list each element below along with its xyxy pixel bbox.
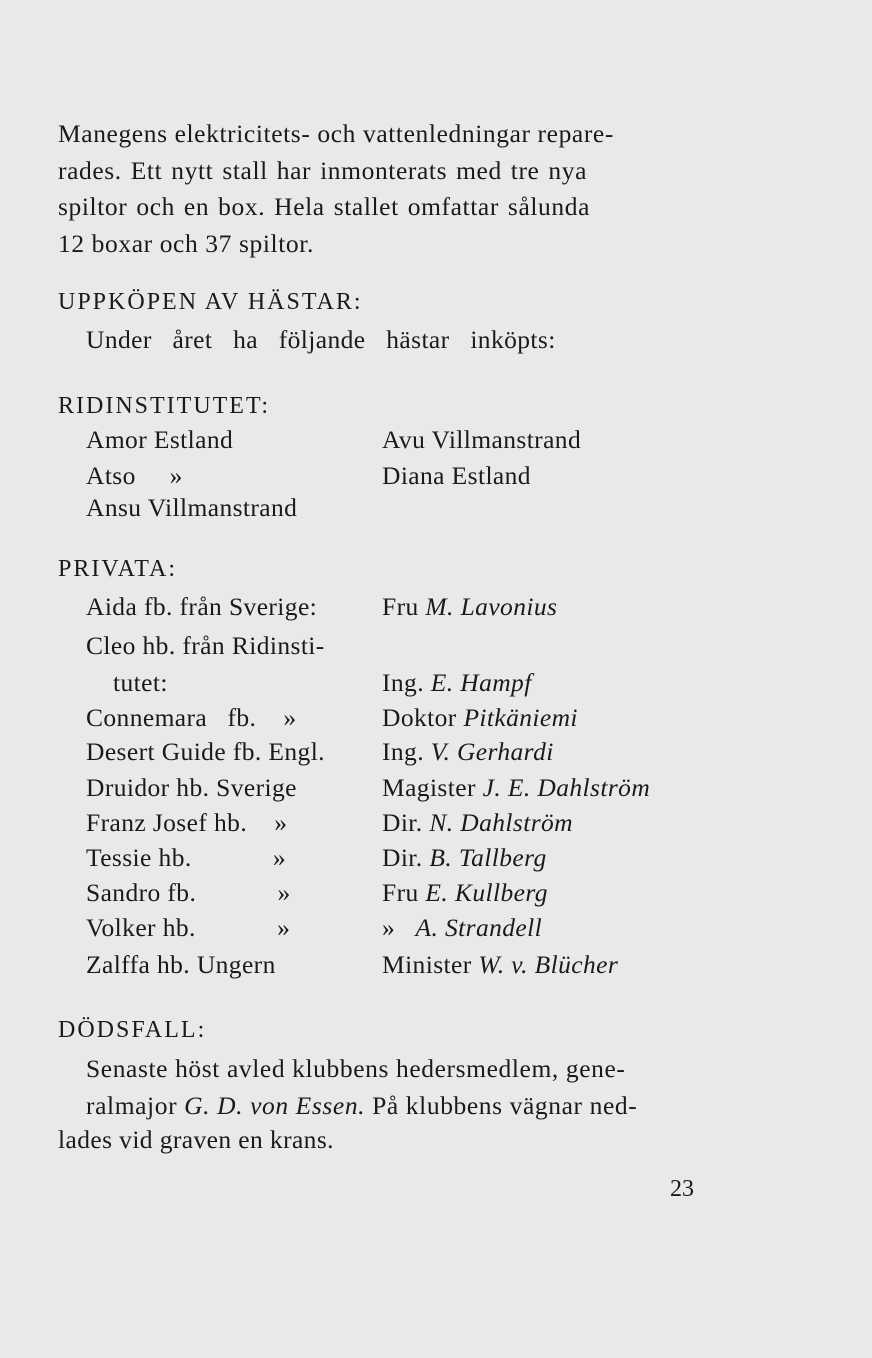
private-horse: Tessie hb. »	[86, 843, 287, 872]
intro-line: 12 boxar och 37 spiltor.	[58, 228, 314, 258]
private-owner: Doktor Pitkäniemi	[382, 703, 578, 732]
private-horse: Franz Josef hb. »	[86, 808, 288, 837]
private-horse: Desert Guide fb. Engl.	[86, 737, 325, 766]
private-horse: Zalffa hb. Ungern	[86, 950, 276, 979]
intro-line: spiltor och en box. Hela stallet omfattar sålunda	[58, 192, 591, 221]
institute-heading: RIDINSTITUTET:	[58, 393, 271, 419]
intro-line: Manegens elektricitets- och vattenledningar repare-	[58, 119, 614, 148]
private-horse: Aida fb. från Sverige:	[86, 592, 318, 621]
private-owner: » A. Strandell	[382, 913, 543, 942]
deaths-paragraph	[86, 1051, 698, 1124]
private-horse: Connemara fb. »	[86, 703, 297, 732]
private-owner: Ing. V. Gerhardi	[382, 737, 554, 766]
private-owner: Minister W. v. Blücher	[382, 950, 619, 979]
private-horse: Volker hb. »	[86, 913, 291, 942]
private-horse: Cleo hb. från Ridinsti-	[86, 631, 325, 660]
page-number: 23	[670, 1176, 694, 1202]
private-horse: Druidor hb. Sverige	[86, 773, 297, 802]
institute-horse: Ansu Villmanstrand	[86, 493, 298, 522]
purchases-subtitle: Under året ha följande hästar inköpts:	[86, 325, 556, 354]
private-owner: Fru E. Kullberg	[382, 878, 548, 907]
private-owner: Fru M. Lavonius	[382, 592, 558, 621]
institute-horse: Amor Estland	[86, 425, 234, 454]
institute-horse: Atso »	[86, 461, 183, 490]
deaths-heading: DÖDSFALL:	[58, 1017, 207, 1043]
private-heading: PRIVATA:	[58, 556, 177, 582]
intro-paragraph	[58, 116, 698, 262]
private-owner: Magister J. E. Dahlström	[382, 773, 651, 802]
private-owner: Ing. E. Hampf	[382, 668, 532, 697]
deaths-line: ralmajor G. D. von Essen. På klubbens vägnar ned-	[86, 1090, 638, 1120]
institute-horse: Avu Villmanstrand	[382, 425, 582, 454]
intro-line: rades. Ett nytt stall har inmonterats med tre nya	[58, 155, 588, 185]
deaths-line: Senaste höst avled klubbens hedersmedlem, gene-	[86, 1054, 626, 1083]
private-horse: tutet:	[113, 668, 168, 697]
deaths-line: lades vid graven en krans.	[58, 1125, 334, 1154]
private-horse: Sandro fb. »	[86, 878, 291, 907]
private-owner: Dir. N. Dahlström	[382, 808, 573, 837]
institute-horse: Diana Estland	[382, 461, 531, 490]
purchases-heading: UPPKÖPEN AV HÄSTAR:	[58, 289, 363, 315]
private-owner: Dir. B. Tallberg	[382, 843, 547, 872]
